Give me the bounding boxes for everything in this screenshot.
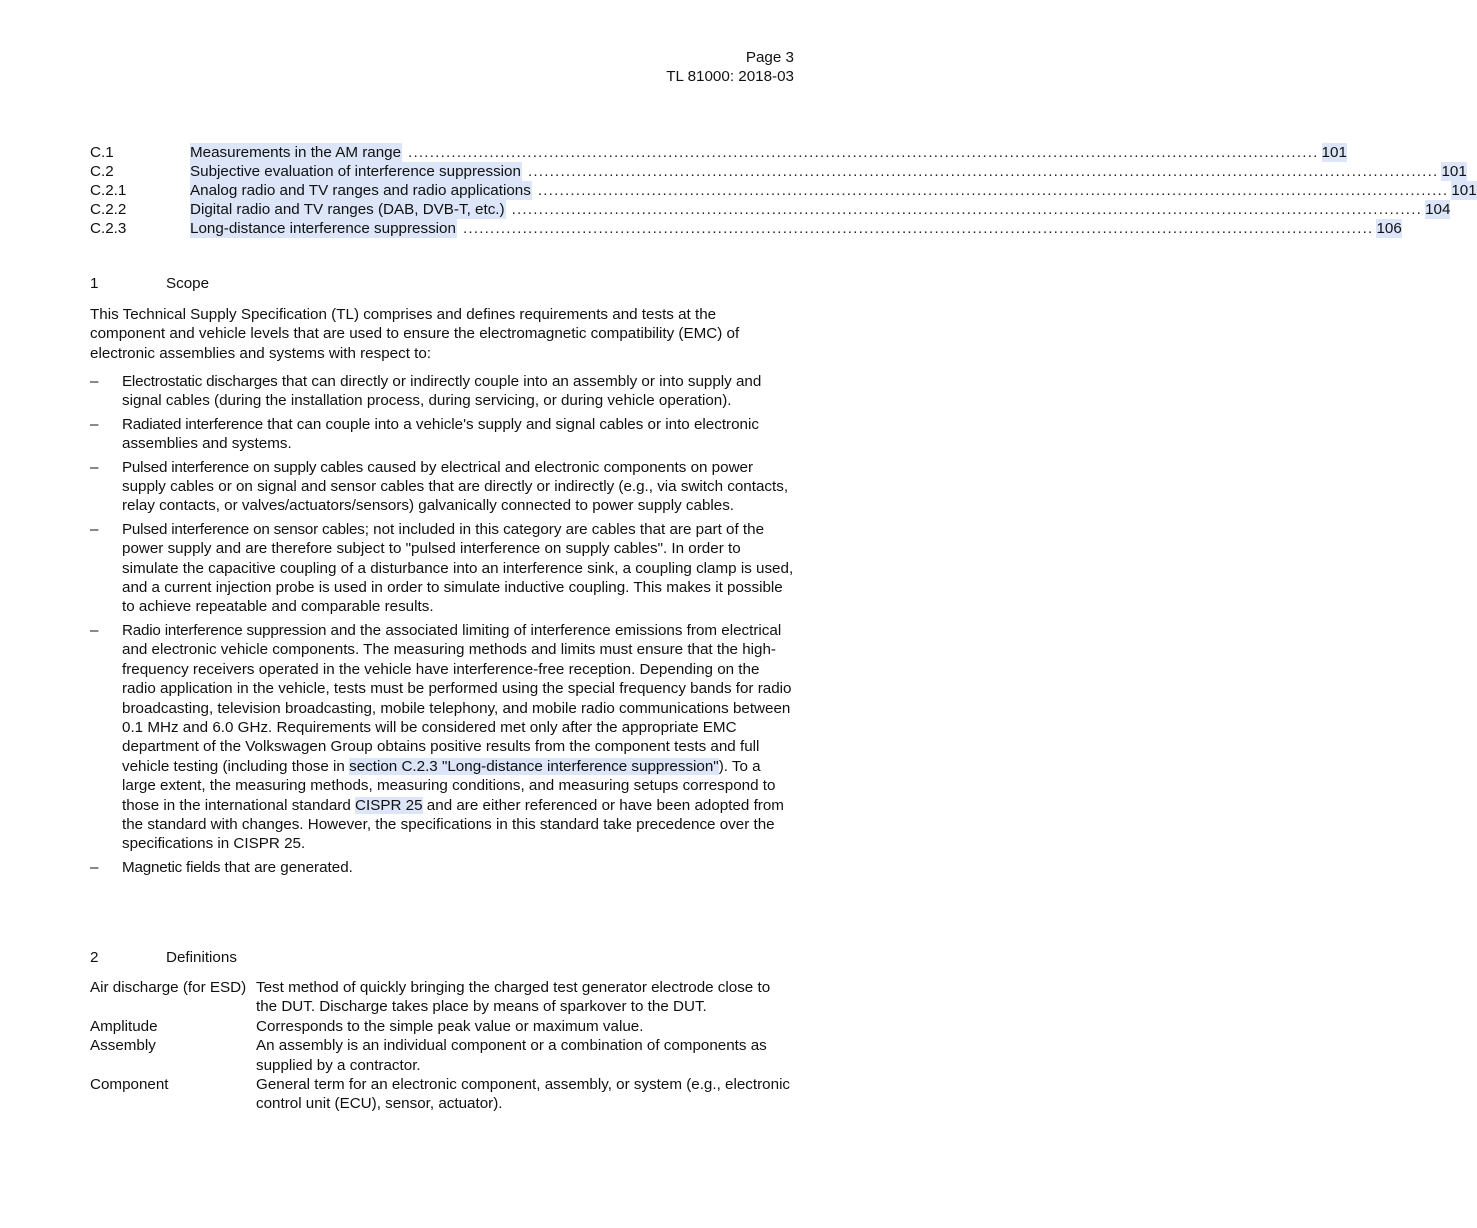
list-item <box>90 415 794 454</box>
bullet-term: Pulsed interference on sensor cables <box>122 520 365 538</box>
section-title: Definitions <box>166 949 237 966</box>
bullet-text: and the associated limiting of interference emissions from electrical and electronic vehicle components. The measuring methods and limits must ensure that the high-frequency receivers operated in the vehicle have interference-free reception. Depending on the radio application in the vehicle, tests must be performed using the special frequency bands for radio broadcasting, television broadcasting, mobile telephony, and mobile radio communications between 0.1 MHz and 6.0 GHz. Requirements will be considered met only after the appropriate EMC department of the Volkswagen Group obtains positive results from the component tests and full vehicle testing (including those in <box>122 621 792 775</box>
toc-leader: ........................................................................................................................................................................ <box>527 163 1439 180</box>
cispr-25-link[interactable]: CISPR 25 <box>355 796 423 814</box>
toc-entry[interactable] <box>90 200 1451 219</box>
table-of-contents <box>90 143 1477 238</box>
toc-number: C.1 <box>90 144 114 161</box>
toc-number: C.2.1 <box>90 182 127 199</box>
bullet-text: that can directly or indirectly couple into an assembly or into supply and signal cables (during the installation process, during servicing, or during vehicle operation). <box>122 373 762 410</box>
bullet-dash: – <box>90 373 99 390</box>
page-number: Page 3 <box>745 49 794 66</box>
toc-page-link[interactable]: 101 <box>1321 144 1347 161</box>
section-title: Scope <box>166 275 210 292</box>
bullet-dash: – <box>90 458 99 476</box>
section-reference-link[interactable]: section C.2.3 "Long-distance interference suppression" <box>349 757 719 775</box>
toc-leader: ........................................................................................................................................................................ <box>462 220 1374 237</box>
bullet-text-continued: ). To a large extent, the measuring methods, measuring conditions, and measuring setups correspond to those in the international standard <box>122 757 776 814</box>
bullet-text: that are generated. <box>220 858 353 876</box>
toc-page-link[interactable]: 104 <box>1425 201 1451 218</box>
definition-row <box>90 1036 794 1075</box>
definition-row <box>90 978 794 1017</box>
bullet-text-end: and are either referenced or have been adopted from the standard with changes. However, the specifications in this standard take precedence over the specifications in CISPR 25. <box>122 796 784 853</box>
bullet-term: Magnetic fields <box>122 858 221 876</box>
toc-entry[interactable] <box>90 219 1402 238</box>
bullet-dash: – <box>90 621 99 639</box>
toc-leader: ........................................................................................................................................................................ <box>408 144 1319 161</box>
list-item <box>90 858 794 877</box>
list-item <box>90 621 794 854</box>
bullet-term: Electrostatic discharges <box>122 373 278 390</box>
list-item <box>90 458 794 516</box>
definition-text: Corresponds to the simple peak value or maximum value. <box>256 1017 644 1035</box>
toc-entry[interactable] <box>90 143 1347 162</box>
document-id: TL 81000: 2018-03 <box>666 68 794 85</box>
toc-leader: ........................................................................................................................................................................ <box>537 182 1449 199</box>
bullet-dash: – <box>90 858 99 876</box>
definition-text: General term for an electronic component, assembly, or system (e.g., electronic control unit (ECU), sensor, actuator). <box>256 1076 791 1113</box>
toc-link[interactable]: Long-distance interference suppression <box>190 220 456 237</box>
bullet-term: Radiated interference <box>122 415 264 433</box>
bullet-dash: – <box>90 520 99 538</box>
bullet-text: ; not included in this category are cables that are part of the power supply and are therefore subject to "pulsed interference on supply cables". In order to simulate the capacitive coupling of a disturbance into an interference sink, a coupling clamp is used, and a current injection probe is used in order to simulate inductive coupling. This makes it possible to achieve repeatable and comparable results. <box>122 520 794 616</box>
toc-number: C.2.3 <box>90 220 127 237</box>
definition-text: An assembly is an individual component or a combination of components as supplied by a contractor. <box>256 1037 767 1074</box>
definitions-list <box>90 978 794 1114</box>
toc-link[interactable]: Analog radio and TV ranges and radio applications <box>190 182 531 199</box>
bullet-term: Radio interference suppression <box>122 621 327 639</box>
bullet-term: Pulsed interference on supply cables <box>122 458 364 476</box>
toc-page-link[interactable]: 101 <box>1451 182 1477 199</box>
bullet-dash: – <box>90 415 99 433</box>
bullet-text: caused by electrical and electronic components on power supply cables or on signal and sensor cables that are directly or indirectly (e.g., via switch contacts, relay contacts, or valves/actuators/sensors) galvanically connected to power supply cables. <box>122 458 789 515</box>
definition-term: Air discharge (for ESD) <box>90 979 247 996</box>
scope-intro-paragraph: This Technical Supply Specification (TL) comprises and defines requirements and tests at the component and vehicle levels that are used to ensure the electromagnetic compatibility (EMC) of electronic assemblies and systems with respect to: <box>90 306 740 362</box>
toc-leader: ........................................................................................................................................................................ <box>511 201 1423 218</box>
toc-number: C.2.2 <box>90 201 127 218</box>
definition-term: Component <box>90 1076 169 1094</box>
list-item <box>90 372 794 411</box>
bullet-text: that can couple into a vehicle's supply and signal cables or into electronic assemblies and systems. <box>122 415 759 453</box>
toc-entry[interactable] <box>90 162 1467 181</box>
toc-link[interactable]: Subjective evaluation of interference suppression <box>190 163 521 180</box>
toc-link[interactable]: Measurements in the AM range <box>190 144 402 161</box>
scope-bullet-list <box>90 372 794 881</box>
toc-link[interactable]: Digital radio and TV ranges (DAB, DVB-T, etc.) <box>190 201 505 218</box>
section-number: 2 <box>90 949 99 966</box>
section-heading-scope <box>90 274 209 293</box>
definition-text: Test method of quickly bringing the charged test generator electrode close to the DUT. Discharge takes place by means of sparkover to the DUT. <box>256 979 771 1016</box>
toc-page-link[interactable]: 101 <box>1441 163 1467 180</box>
definition-row <box>90 1075 794 1114</box>
section-heading-definitions <box>90 948 237 967</box>
list-item <box>90 520 794 617</box>
toc-page-link[interactable]: 106 <box>1376 220 1402 237</box>
toc-entry[interactable] <box>90 181 1477 200</box>
page-header <box>666 48 794 86</box>
toc-number: C.2 <box>90 163 114 180</box>
definition-term: Assembly <box>90 1037 156 1055</box>
section-number: 1 <box>90 275 99 292</box>
definition-term: Amplitude <box>90 1017 158 1035</box>
definition-row <box>90 1017 794 1036</box>
